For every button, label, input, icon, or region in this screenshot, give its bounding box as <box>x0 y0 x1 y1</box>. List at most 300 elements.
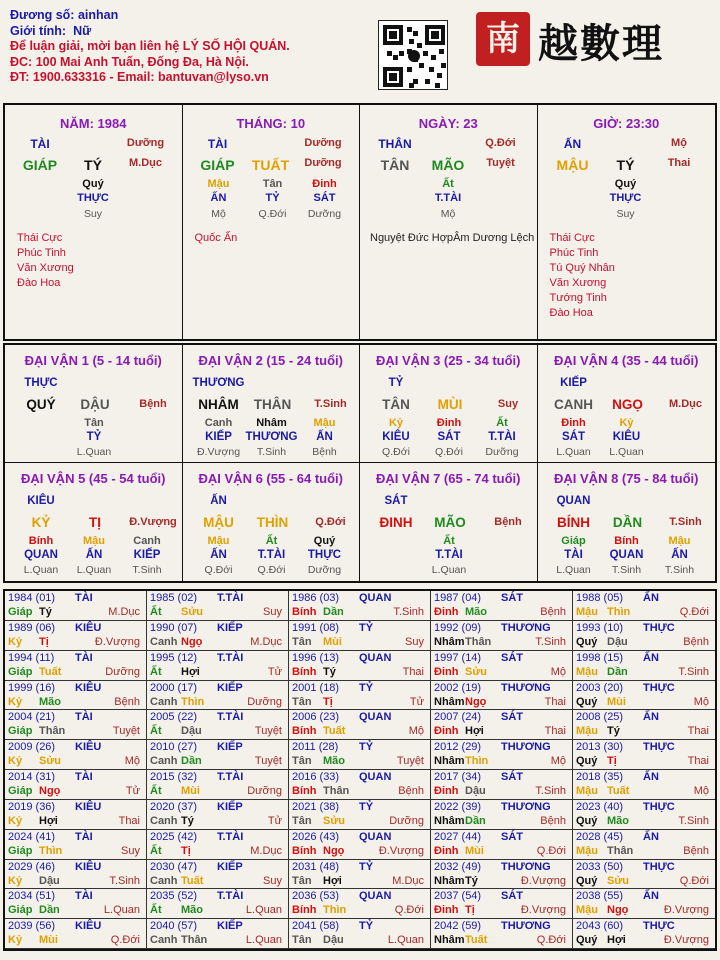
year-label: 1990 (07) <box>150 621 198 634</box>
pillar-extras <box>17 231 74 291</box>
year-god: ẤN <box>643 830 659 843</box>
year-can: Quý <box>576 814 598 827</box>
year-stage: Bệnh <box>540 606 566 618</box>
year-chi: Mão <box>607 814 629 827</box>
dai-van-title: ĐẠI VẬN 4 (35 - 44 tuổi) <box>554 353 699 368</box>
year-label: 2032 (49) <box>434 860 482 873</box>
hidden-can: Ất <box>442 178 454 190</box>
dai-van-can: NHÂM <box>198 397 239 412</box>
year-god: SÁT <box>501 890 523 903</box>
dai-van-cell <box>183 345 361 463</box>
year-label: 2010 (27) <box>150 741 198 754</box>
year-can: Bính <box>292 665 317 678</box>
year-chi: Hợi <box>607 934 626 947</box>
year-label: 2006 (23) <box>292 711 340 724</box>
year-can: Quý <box>576 934 598 947</box>
year-can: Nhâm <box>434 755 465 768</box>
year-label: 2014 (31) <box>8 771 56 783</box>
year-can: Tân <box>292 814 312 827</box>
hidden-stage: Q.Đới <box>258 208 287 220</box>
dai-van-cell <box>360 463 538 581</box>
dai-van-can: TÂN <box>382 397 410 412</box>
pillar-chi-stage: M.Dục <box>129 157 162 169</box>
brand-logo <box>476 10 716 66</box>
pillar-chi: TÝ <box>84 157 102 173</box>
year-label: 2027 (44) <box>434 830 482 843</box>
year-cell <box>289 591 431 621</box>
year-cell <box>289 919 431 949</box>
year-god: SÁT <box>501 830 523 843</box>
dai-van-grid <box>3 343 717 583</box>
year-label: 2008 (25) <box>576 711 624 724</box>
year-can: Tân <box>292 934 312 947</box>
year-label: 1995 (12) <box>150 651 198 664</box>
contact-line-2: ĐC: 100 Mai Anh Tuấn, Đống Đa, Hà Nội. <box>10 54 249 69</box>
year-god: THƯƠNG <box>501 681 551 694</box>
year-god: THỰC <box>643 920 675 933</box>
year-label: 2036 (53) <box>292 890 340 903</box>
year-chi: Thìn <box>181 695 205 708</box>
year-label: 2034 (51) <box>8 890 56 903</box>
year-god: TÀI <box>75 651 93 664</box>
year-god: KIÊU <box>75 800 102 813</box>
hidden-stage: Dưỡng <box>307 564 342 576</box>
year-cell <box>147 621 289 651</box>
year-chi: Sửu <box>607 874 630 887</box>
year-god: T.TÀI <box>217 890 244 903</box>
year-can: Kỷ <box>8 755 23 768</box>
year-stage: Q.Đới <box>536 844 566 857</box>
dai-van-cell <box>183 463 361 581</box>
year-god: QUAN <box>359 592 392 604</box>
pillar-god: TÀI <box>30 137 50 151</box>
year-chi: Tý <box>323 665 336 678</box>
year-cell <box>431 681 573 711</box>
year-cell <box>147 681 289 711</box>
year-cell <box>5 860 147 890</box>
year-chi: Hợi <box>465 725 484 738</box>
year-god: THỰC <box>643 800 675 813</box>
hidden-can: Ất <box>496 417 508 429</box>
year-label: 2041 (58) <box>292 920 340 933</box>
year-stage: M.Dục <box>250 635 282 648</box>
year-can: Quý <box>576 635 598 648</box>
hidden-stage: T.Sinh <box>611 564 642 576</box>
hidden-god: KIÊU <box>612 431 641 443</box>
year-label: 1997 (14) <box>434 651 482 664</box>
hidden-can: Quý <box>82 178 104 190</box>
pillar-can: TÂN <box>380 157 410 173</box>
shensha-star: Văn Xương <box>17 262 74 274</box>
year-stage: T.Sinh <box>109 874 140 887</box>
dai-van-chi: THÌN <box>256 515 289 530</box>
year-god: KIẾP <box>217 800 243 813</box>
seal-icon: 南 <box>476 12 530 66</box>
year-label: 1984 (01) <box>8 592 56 604</box>
year-god: KIẾP <box>217 741 243 754</box>
hidden-god: KIẾP <box>205 431 232 443</box>
year-label: 1991 (08) <box>292 621 340 634</box>
year-stage: T.Sinh <box>535 635 566 648</box>
header-info <box>10 8 290 86</box>
hidden-stage: Dưỡng <box>485 446 519 458</box>
year-god: THƯƠNG <box>501 800 551 813</box>
year-stage: Suy <box>263 874 282 887</box>
year-god: THỰC <box>643 741 675 754</box>
year-cell <box>289 860 431 890</box>
year-stage: Thai <box>118 814 140 827</box>
year-cell <box>573 710 715 740</box>
hidden-god: T.TÀI <box>257 549 286 561</box>
year-chi: Dậu <box>607 635 628 648</box>
dai-van-cell <box>5 463 183 581</box>
year-god: KIÊU <box>75 681 102 694</box>
year-can: Ất <box>150 785 162 797</box>
year-cell <box>147 889 289 919</box>
year-chi: Ngọ <box>181 635 203 648</box>
dai-van-can: QUÝ <box>26 397 56 412</box>
year-label: 2028 (45) <box>576 830 624 843</box>
hidden-can: Kỷ <box>388 417 404 429</box>
year-god: TÀI <box>75 771 93 783</box>
year-can: Mậu <box>576 904 598 917</box>
year-can: Tân <box>292 635 312 648</box>
hidden-can: Mậu <box>207 535 230 547</box>
year-god: ẤN <box>643 651 659 664</box>
year-label: 2022 (39) <box>434 800 482 813</box>
year-cell <box>5 740 147 770</box>
year-cell <box>573 860 715 890</box>
year-can: Kỷ <box>8 934 23 947</box>
year-stage: Suy <box>121 844 140 857</box>
year-god: TÀI <box>75 830 93 843</box>
year-chi: Mùi <box>465 844 484 857</box>
year-chi: Tuất <box>39 665 62 678</box>
year-chi: Thân <box>607 844 634 857</box>
hidden-god: THỰC <box>307 549 342 561</box>
pillar-chi-stage: Tuyệt <box>486 157 515 169</box>
year-label: 2037 (54) <box>434 890 482 903</box>
pillar-0 <box>5 105 183 339</box>
year-god: SÁT <box>501 711 523 724</box>
pillar-chi: MÃO <box>431 157 465 173</box>
year-god: KIẾP <box>217 681 243 694</box>
dai-van-stage: M.Dục <box>669 398 702 410</box>
year-god: THỰC <box>643 860 675 873</box>
year-chi: Sửu <box>181 606 204 618</box>
year-chi: Thìn <box>39 844 63 857</box>
year-chi: Mão <box>465 606 487 618</box>
hidden-god: KIÊU <box>382 431 410 443</box>
year-chi: Ngọ <box>465 695 487 708</box>
hidden-stage: Suy <box>83 208 103 220</box>
hidden-can: Giáp <box>561 535 586 547</box>
year-god: QUAN <box>359 711 392 724</box>
year-cell <box>289 621 431 651</box>
year-chi: Dần <box>465 814 486 827</box>
year-stage: Mộ <box>550 665 566 678</box>
dai-van-stage: Q.Đới <box>315 516 346 528</box>
hidden-stage: Dưỡng <box>307 208 342 220</box>
year-can: Giáp <box>8 665 33 678</box>
year-grid <box>3 589 717 951</box>
year-cell <box>147 591 289 621</box>
year-stage: M.Dục <box>392 874 424 887</box>
year-god: KIÊU <box>75 860 102 873</box>
year-stage: M.Dục <box>108 606 140 618</box>
year-chi: Tý <box>465 874 478 887</box>
dai-van-cell <box>5 345 183 463</box>
year-label: 1996 (13) <box>292 651 340 664</box>
dai-van-chi: MÙI <box>437 397 463 412</box>
year-can: Giáp <box>8 904 33 917</box>
hidden-can: Bính <box>28 535 54 547</box>
hidden-can: Canh <box>133 535 161 547</box>
pillar-title: GIỜ: 23:30 <box>593 116 660 131</box>
dai-van-stage: T.Sinh <box>314 398 347 410</box>
dai-van-title: ĐẠI VẬN 1 (5 - 14 tuổi) <box>24 353 162 368</box>
year-chi: Tuất <box>181 874 204 887</box>
year-chi: Tị <box>323 695 333 708</box>
pillar-title: THÁNG: 10 <box>236 116 306 131</box>
year-chi: Tị <box>39 635 49 648</box>
year-cell <box>5 830 147 860</box>
year-label: 2042 (59) <box>434 920 482 933</box>
year-can: Giáp <box>8 844 33 857</box>
year-cell <box>289 740 431 770</box>
pillar-god: TÀI <box>207 137 228 151</box>
year-chi: Dậu <box>323 934 344 947</box>
year-god: TỶ <box>359 860 374 873</box>
year-cell <box>431 800 573 830</box>
year-god: QUAN <box>359 651 392 664</box>
year-label: 2020 (37) <box>150 800 198 813</box>
year-chi: Thìn <box>607 606 631 618</box>
year-can: Nhâm <box>434 635 465 648</box>
dai-van-god: KIÊU <box>27 495 55 507</box>
hidden-stage: Suy <box>616 208 635 220</box>
year-label: 2024 (41) <box>8 830 56 843</box>
year-cell <box>147 830 289 860</box>
year-stage: Tuyệt <box>254 725 282 738</box>
shensha-star: Âm Dương Lệch <box>453 232 535 244</box>
dai-van-chi: DẬU <box>80 397 110 412</box>
year-label: 1994 (11) <box>8 651 55 664</box>
hidden-stage: L.Quan <box>431 564 467 576</box>
year-can: Canh <box>150 635 178 648</box>
year-stage: M.Dục <box>250 844 282 857</box>
year-label: 1985 (02) <box>150 592 198 604</box>
year-stage: Thai <box>544 695 566 708</box>
year-can: Giáp <box>8 725 33 738</box>
pillar-title: NGÀY: 23 <box>418 116 478 131</box>
pillar-stage: Dưỡng <box>126 137 165 149</box>
year-cell <box>289 889 431 919</box>
year-stage: Q.Đới <box>110 934 140 947</box>
shensha-star: Tú Quý Nhân <box>549 262 615 274</box>
year-stage: Suy <box>263 606 282 618</box>
dai-van-chi: DẦN <box>612 515 643 530</box>
year-stage: Q.Đới <box>394 904 424 917</box>
dai-van-chi: TỊ <box>89 515 101 530</box>
pillar-god: THÂN <box>378 137 412 151</box>
year-stage: Tuyệt <box>396 755 424 768</box>
year-can: Đinh <box>434 665 459 678</box>
year-label: 2021 (38) <box>292 800 340 813</box>
year-god: ẤN <box>643 771 659 783</box>
dai-van-stage: Suy <box>497 398 519 410</box>
year-chi: Tý <box>607 725 620 738</box>
year-cell <box>573 830 715 860</box>
year-cell <box>431 889 573 919</box>
year-chi: Ngọ <box>323 844 345 857</box>
year-chi: Dần <box>323 606 344 618</box>
year-can: Mậu <box>576 665 598 678</box>
year-can: Mậu <box>576 785 598 797</box>
year-cell <box>573 889 715 919</box>
year-can: Bính <box>292 725 317 738</box>
year-chi: Tuất <box>323 725 346 738</box>
year-cell <box>573 800 715 830</box>
dai-van-can: MẬU <box>203 515 234 530</box>
year-stage: L.Quan <box>387 934 424 947</box>
year-chi: Hợi <box>181 665 200 678</box>
dai-van-chi: THÂN <box>253 397 292 412</box>
year-god: TỶ <box>359 920 374 933</box>
year-label: 2000 (17) <box>150 681 198 694</box>
year-stage: L.Quan <box>245 934 282 947</box>
year-label: 2029 (46) <box>8 860 56 873</box>
dai-van-god: QUAN <box>556 495 591 507</box>
hidden-can: Mậu <box>207 178 230 190</box>
hidden-can: Nhâm <box>256 417 287 429</box>
dai-van-title: ĐẠI VẬN 5 (45 - 54 tuổi) <box>21 471 166 486</box>
year-god: SÁT <box>501 771 523 783</box>
year-label: 2001 (18) <box>292 681 340 694</box>
dai-van-can: CANH <box>554 397 593 412</box>
dai-van-stage: Bệnh <box>139 398 167 410</box>
year-chi: Dần <box>607 665 628 678</box>
year-label: 2039 (56) <box>8 920 56 933</box>
year-label: 2015 (32) <box>150 771 198 783</box>
year-cell <box>147 919 289 949</box>
hidden-can: Đinh <box>561 417 586 429</box>
year-can: Đinh <box>434 904 459 917</box>
year-chi: Thân <box>181 934 208 947</box>
hidden-god: QUAN <box>609 549 644 561</box>
year-stage: Mộ <box>408 725 424 738</box>
year-cell <box>573 681 715 711</box>
year-chi: Tị <box>607 755 617 768</box>
year-can: Mậu <box>576 725 598 738</box>
year-stage: T.Sinh <box>678 814 709 827</box>
year-can: Mậu <box>576 606 598 618</box>
year-cell <box>5 651 147 681</box>
pillar-extras <box>370 231 534 246</box>
year-stage: Mộ <box>693 785 709 797</box>
pillar-chi-stage: Thai <box>667 157 691 169</box>
year-can: Quý <box>576 695 598 708</box>
year-cell <box>5 621 147 651</box>
year-god: THỰC <box>643 681 675 694</box>
pillar-3 <box>538 105 716 339</box>
dai-van-can: BÍNH <box>557 515 590 530</box>
year-chi: Hợi <box>323 874 342 887</box>
hidden-stage: Đ.Vượng <box>196 446 241 458</box>
year-label: 2003 (20) <box>576 681 624 694</box>
hidden-can: Quý <box>614 178 637 190</box>
year-cell <box>5 681 147 711</box>
year-chi: Ngọ <box>39 785 61 797</box>
year-can: Nhâm <box>434 814 465 827</box>
hidden-god: SÁT <box>437 431 461 443</box>
hidden-god: T.TÀI <box>435 549 463 561</box>
hidden-stage: Q.Đới <box>435 446 463 458</box>
year-stage: L.Quan <box>245 904 282 917</box>
dai-van-cell <box>360 345 538 463</box>
year-label: 2043 (60) <box>576 920 624 933</box>
hidden-can: Tân <box>262 178 283 190</box>
shensha-star: Quốc Ấn <box>194 232 238 244</box>
shensha-star: Phúc Tinh <box>549 247 599 259</box>
shensha-star: Phúc Tinh <box>17 247 66 259</box>
year-can: Tân <box>292 874 312 887</box>
hidden-stage: Mộ <box>440 208 456 220</box>
year-stage: Dưỡng <box>247 785 282 797</box>
dai-van-god: THỰC <box>24 377 58 389</box>
dai-van-god: SÁT <box>384 495 408 507</box>
year-cell <box>573 591 715 621</box>
year-can: Nhâm <box>434 874 465 887</box>
year-god: KIẾP <box>217 920 243 933</box>
hidden-can: Ất <box>265 535 278 547</box>
year-cell <box>289 651 431 681</box>
year-cell <box>431 651 573 681</box>
pillar-extras <box>550 231 615 321</box>
year-can: Canh <box>150 695 178 708</box>
hidden-stage: L.Quan <box>76 564 112 576</box>
year-can: Kỷ <box>8 695 23 708</box>
year-label: 2013 (30) <box>576 741 624 754</box>
hidden-can: Mậu <box>83 535 105 547</box>
hidden-can: Đinh <box>436 417 462 429</box>
year-cell <box>5 919 147 949</box>
year-chi: Dần <box>39 904 60 917</box>
year-can: Kỷ <box>8 635 23 648</box>
year-cell <box>431 919 573 949</box>
year-cell <box>573 919 715 949</box>
year-cell <box>289 830 431 860</box>
hidden-god: T.TÀI <box>434 192 462 204</box>
year-stage: Tử <box>267 665 282 678</box>
year-can: Giáp <box>8 785 33 797</box>
year-cell <box>147 740 289 770</box>
dai-van-stage: T.Sinh <box>669 516 702 528</box>
year-stage: Mộ <box>124 755 140 768</box>
pillar-title: NĂM: 1984 <box>60 116 127 131</box>
hidden-god: ẤN <box>316 431 333 443</box>
year-chi: Dần <box>181 755 202 768</box>
year-god: QUAN <box>359 890 392 903</box>
year-chi: Mùi <box>607 695 626 708</box>
year-label: 2011 (28) <box>292 741 339 754</box>
year-can: Ất <box>150 725 162 738</box>
year-cell <box>289 770 431 800</box>
year-label: 2005 (22) <box>150 711 198 724</box>
year-stage: Đ.Vượng <box>94 635 140 648</box>
hidden-god: T.TÀI <box>488 431 516 443</box>
year-god: QUAN <box>359 830 392 843</box>
